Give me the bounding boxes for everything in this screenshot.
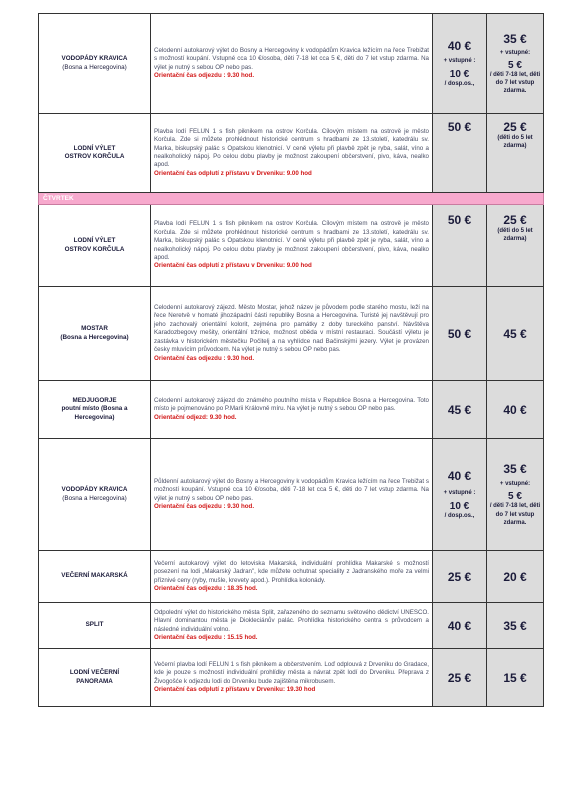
adult-price: 40 € bbox=[433, 603, 487, 649]
section-header bbox=[39, 193, 544, 205]
adult-price: 50 € bbox=[433, 114, 487, 193]
excursion-price-table bbox=[38, 13, 541, 707]
adult-price: 50 € bbox=[433, 205, 487, 287]
departure-time: Orientační čas odjezdu : 18.35 hod. bbox=[154, 584, 258, 592]
child-price: 25 € (děti do 5 let zdarma) bbox=[487, 114, 544, 193]
excursion-description: Odpolední výlet do historického města Split, zařazeného do seznamu světového dědictví UNESCO. Hlavní dominantou města je Diokleciánův palác. Prohlídka historického centra s průvodcem a následné individuální volno. Orientační čas odjezdu : 15.15 hod. bbox=[151, 603, 433, 649]
departure-time: Orientační čas odjezdu : 15.15 hod. bbox=[154, 633, 258, 641]
excursion-description: Plavba lodí FELUN 1 s fish piknikem na ostrov Korčula. Cílovým místem na ostrově je město Korčula. Zde si můžete prohlédnout historické centrum s hradbami ze 13.století, katedrálu sv. Marka, biskupský palác s Opatskou klenotnicí. V ceně výletu při plavbě zpět je ryba, salát, víno a nealkoholický nápoj. Po celou dobu plavby je možnost zakoupení občerstvení, pivo, káva, nealko apod. Orientační čas odplutí z přístavu v Drveniku: 9.00 hod bbox=[151, 114, 433, 193]
excursion-description: Celodenní autokarový zájezd. Město Mostar, jehož název je původem podle starého mostu, leží na řece Neretvě v homaté jihozápadní části republiky Bosna a Hercegovina. Turisté jej navštěvují pro jeho zachovalý orientální kolorit, zejména pro památky z doby tureckého panství. Návštěva Karadozbegovy mešity, orientální tržnice, možnost oběda v místní restauraci. Součástí výletu je zastávka v historickém městečku Počitelj a na vyhlídce nad Bačinskými jezery. Výlet je provázen česky mluvícím průvodcem. Na výlet je nutný s sebou OP nebo pas. Orientační čas odjezdu : 9.30 hod. bbox=[151, 287, 433, 381]
departure-time: Orientační čas odjezdu : 9.30 hod. bbox=[154, 502, 255, 510]
excursion-name: VODOPÁDY KRAVICA (Bosna a Hercegovina) bbox=[39, 14, 151, 114]
table-row bbox=[39, 287, 544, 381]
excursion-name: LODNÍ VÝLET OSTROV KORČULA bbox=[39, 114, 151, 193]
child-price: 15 € bbox=[487, 649, 544, 707]
excursion-name: MOSTAR (Bosna a Hercegovina) bbox=[39, 287, 151, 381]
departure-time: Orientační odjezd: 9.30 hod. bbox=[154, 413, 237, 421]
excursion-table bbox=[38, 13, 544, 707]
child-price: 35 € + vstupné: 5 € / děti 7-18 let, děti do 7 let vstup zdarma. bbox=[487, 439, 544, 551]
excursion-name: MEDJUGORJE poutní místo (Bosna a Hercegovina) bbox=[39, 381, 151, 439]
table-row bbox=[39, 205, 544, 287]
table-row bbox=[39, 114, 544, 193]
table-row bbox=[39, 603, 544, 649]
child-price: 35 € + vstupné: 5 € / děti 7-18 let, děti do 7 let vstup zdarma. bbox=[487, 14, 544, 114]
excursion-name: LODNÍ VÝLET OSTROV KORČULA bbox=[39, 205, 151, 287]
departure-time: Orientační čas odplutí z přístavu v Drveniku: 9.00 hod bbox=[154, 262, 312, 270]
departure-time: Orientační čas odplutí z přístavu v Drveniku: 9.00 hod bbox=[154, 169, 312, 177]
excursion-description: Plavba lodí FELUN 1 s fish piknikem na ostrov Korčula. Cílovým místem na ostrově je město Korčula. Zde si můžete prohlédnout historické centrum s hradbami ze 13.století, katedrálu sv. Marka, biskupský palác s Opatskou klenotnicí. V ceně výletu při plavbě zpět je ryba, salát, víno a nealkoholický nápoj. Po celou dobu plavby je možnost zakoupení občerstvení, pivo, káva, nealko apod. Orientační čas odplutí z přístavu v Drveniku: 9.00 hod bbox=[151, 205, 433, 287]
excursion-description: Večerní autokarový výlet do letoviska Makarská, individuální prohlídka Makarské s možností posezení na lodi „Makarský Jadran", kde můžete ochutnat speciality z Jadranského moře za velmi příznivé ceny (ryby, mušle, krevety apod.). Prohlídka kolonády. Orientační čas odjezdu : 18.35 hod. bbox=[151, 551, 433, 603]
child-price: 35 € bbox=[487, 603, 544, 649]
table-row bbox=[39, 551, 544, 603]
table-row bbox=[39, 649, 544, 707]
adult-price: 40 € + vstupné : 10 € / dosp.os., bbox=[433, 14, 487, 114]
excursion-name: SPLIT bbox=[39, 603, 151, 649]
excursion-description: Celodenní autokarový zájezd do známého poutního místa v Republice Bosna a Hercegovina. Toto místo je pojmenováno po P.Marii Královně míru. Na výlet je nutný s sebou OP nebo pas. Orientační odjezd: 9.30 hod. bbox=[151, 381, 433, 439]
excursion-name: VEČERNÍ MAKARSKÁ bbox=[39, 551, 151, 603]
excursion-description: Večerní plavba lodí FELUN 1 s fish piknikem a občerstvením. Loď odplouvá z Drveniku do Gradace, kde je pouze s možností individuální prohlídky města a návrat zpět lodí do Drveniku. Přeprava z Živogošće k odjezdu lodi do Drveniku bude zajištěna mikrobusem. Orientační čas odplutí z přístavu v Drveniku: 19.30 hod bbox=[151, 649, 433, 707]
adult-price: 25 € bbox=[433, 649, 487, 707]
adult-price: 45 € bbox=[433, 381, 487, 439]
section-label: ČTVRTEK bbox=[39, 193, 544, 205]
departure-time: Orientační čas odjezdu : 9.30 hod. bbox=[154, 354, 255, 362]
excursion-name: LODNÍ VEČERNÍ PANORAMA bbox=[39, 649, 151, 707]
departure-time: Orientační čas odplutí z přístavu v Drveniku: 19.30 hod bbox=[154, 685, 316, 693]
child-price: 25 € (děti do 5 let zdarma) bbox=[487, 205, 544, 287]
excursion-description: Celodenní autokarový výlet do Bosny a Hercegoviny k vodopádům Kravica ležícím na řece Trebižat s možností koupání. Vstupné cca 10 €/osoba, děti 7-18 let cca 5 €, děti do 7 let vstup zdarma. Na výlet je nutný s sebou OP nebo pas. Orientační čas odjezdu : 9.30 hod. bbox=[151, 14, 433, 114]
child-price: 20 € bbox=[487, 551, 544, 603]
table-row bbox=[39, 439, 544, 551]
excursion-description: Půldenní autokarový výlet do Bosny a Hercegoviny k vodopádům Kravica ležícím na řece Trebižat s možností koupání. Vstupné cca 10 €/osoba, děti 7-18 let cca 5 €, děti do 7 let vstup zdarma. Na výlet je nutný s sebou OP nebo pas. Orientační čas odjezdu : 9.30 hod. bbox=[151, 439, 433, 551]
child-price: 40 € bbox=[487, 381, 544, 439]
departure-time: Orientační čas odjezdu : 9.30 hod. bbox=[154, 71, 255, 79]
adult-price: 40 € + vstupné : 10 € / dosp.os., bbox=[433, 439, 487, 551]
table-row bbox=[39, 14, 544, 114]
table-row bbox=[39, 381, 544, 439]
adult-price: 25 € bbox=[433, 551, 487, 603]
child-price: 45 € bbox=[487, 287, 544, 381]
excursion-name: VODOPÁDY KRAVICA (Bosna a Hercegovina) bbox=[39, 439, 151, 551]
adult-price: 50 € bbox=[433, 287, 487, 381]
